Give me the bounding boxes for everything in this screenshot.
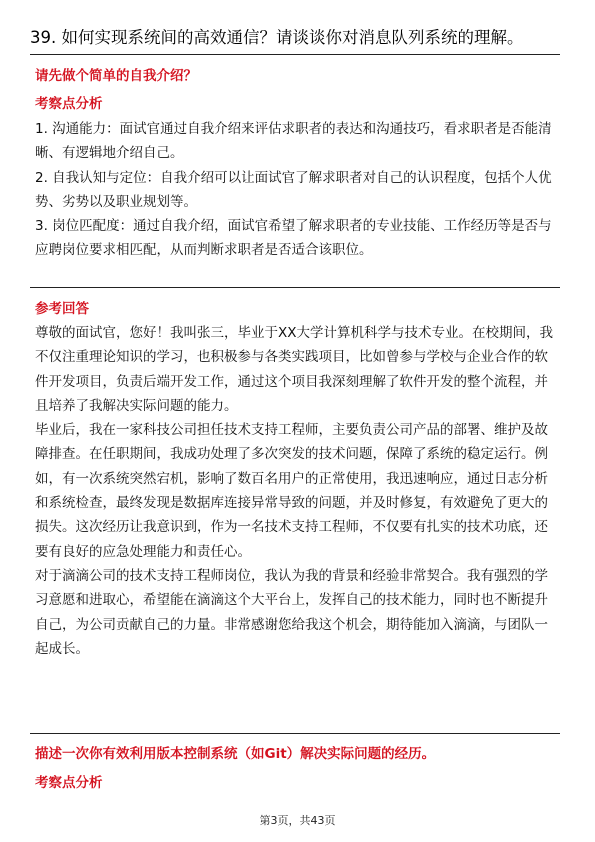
analysis-point-1: 1. 沟通能力：面试官通过自我介绍来评估求职者的表达和沟通技巧，看求职者是否能清晰、有逻辑地介绍自己。	[35, 121, 552, 162]
q2-analysis-heading: 考察点分析	[35, 775, 103, 791]
analysis-point-2: 2. 自我认知与定位：自我介绍可以让面试官了解求职者对自己的认识程度，包括个人优势、劣势以及职业规划等。	[35, 169, 552, 210]
q1-analysis-heading: 考察点分析	[35, 96, 103, 112]
answer-paragraph-2: 毕业后，我在一家科技公司担任技术支持工程师，主要负责公司产品的部署、维护及故障排查。在任职期间，我成功处理了多次突发的技术问题，保障了系统的稳定运行。例如，有一次系统突然宕机，影响了数百名用户的正常使用，我迅速响应，通过日志分析和系统检查，最终发现是数据库连接异常导致的问题，并及时修复，有效避免了更大的损失。这次经历让我意识到，作为一名技术支持工程师，不仅要有扎实的技术功底，还要有良好的应急处理能力和责任心。	[35, 422, 548, 560]
page-footer: 第3页，共43页	[259, 814, 336, 827]
q1-analysis-points	[35, 117, 560, 263]
title-divider	[30, 54, 560, 55]
q1-answer-heading: 参考回答	[35, 301, 89, 317]
question-title: 39. 如何实现系统间的高效通信？请谈谈你对消息队列系统的理解。	[30, 28, 524, 47]
answer-paragraph-3: 对于滴滴公司的技术支持工程师岗位，我认为我的背景和经验非常契合。我有强烈的学习意愿和进取心，希望能在滴滴这个大平台上，发挥自己的技术能力，同时也不断提升自己，为公司贡献自己的力量。非常感谢您给我这个机会，期待能加入滴滴，与团队一起成长。	[35, 567, 548, 657]
q2-heading: 描述一次你有效利用版本控制系统（如Git）解决实际问题的经历。	[35, 746, 436, 762]
section-divider	[30, 287, 560, 288]
answer-paragraph-1: 尊敬的面试官，您好！我叫张三，毕业于XX大学计算机科学与技术专业。在校期间，我不仅注重理论知识的学习，也积极参与各类实践项目，比如曾参与学校与企业合作的软件开发项目，负责后端开发工作，通过这个项目我深刻理解了软件开发的整个流程，并且培养了我解决实际问题的能力。	[35, 325, 553, 414]
q1-heading: 请先做个简单的自我介绍？	[35, 68, 197, 84]
question-divider	[30, 733, 560, 734]
analysis-point-3: 3. 岗位匹配度：通过自我介绍，面试官希望了解求职者的专业技能、工作经历等是否与应聘岗位要求相匹配，从而判断求职者是否适合该职位。	[35, 218, 552, 259]
q1-answer	[35, 321, 560, 661]
